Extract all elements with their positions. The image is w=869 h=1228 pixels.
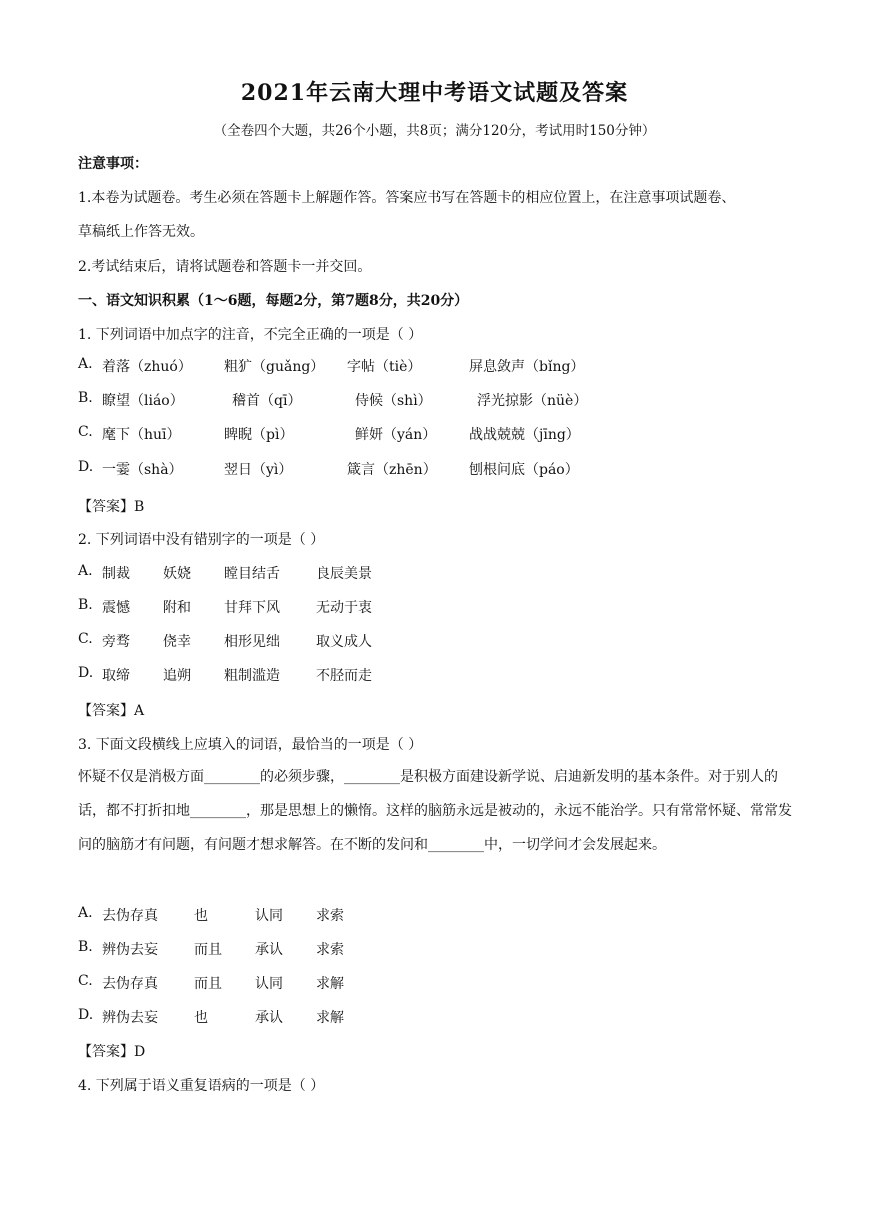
option-item: 稽首（qī） xyxy=(232,393,302,409)
option-item: 侥幸 xyxy=(163,634,191,650)
option-item: 震憾 xyxy=(102,600,130,616)
question-3-passage: 怀疑不仅是消极方面________的必须步骤，________是积极方面建设新学说、启迪新发明的基本条件。对于别人的话，都不打折扣地________，那是思想上的懒惰。这样的脑筋永远是被动的，永远不能治学。只有常常怀疑、常常发问的脑筋才有问题，有问题才想求解答。在不断的发问和________中，一切学问才会发展起来。 xyxy=(78,769,792,853)
option-item: 粗制滥造 xyxy=(224,668,280,684)
option-label: D. xyxy=(78,459,94,475)
option-item: 箴言（zhēn） xyxy=(347,462,437,478)
option-label: C. xyxy=(78,973,93,989)
question-3-answer: 【答案】D xyxy=(78,1044,146,1060)
option-item: 求解 xyxy=(316,1010,344,1026)
option-item: 良辰美景 xyxy=(316,566,372,582)
option-item: 着落（zhuó） xyxy=(102,359,192,375)
option-item: 浮光掠影（nüè） xyxy=(477,393,588,409)
option-item: 也 xyxy=(194,1010,208,1026)
notice-1-line-2: 草稿纸上作答无效。 xyxy=(78,224,204,240)
option-label: B. xyxy=(78,597,93,613)
option-item: 瞭望（liáo） xyxy=(102,393,184,409)
option-item: 粗犷（guǎng） xyxy=(224,359,325,375)
option-item: 取缔 xyxy=(102,668,130,684)
question-4-stem: 4. 下列属于语义重复语病的一项是（ ） xyxy=(78,1078,325,1094)
option-item: 制裁 xyxy=(102,566,130,582)
option-item: 求索 xyxy=(316,908,344,924)
option-item: 取义成人 xyxy=(316,634,372,650)
option-item: 也 xyxy=(194,908,208,924)
option-label: C. xyxy=(78,631,93,647)
question-1-stem: 1. 下列词语中加点字的注音，不完全正确的一项是（ ） xyxy=(78,327,423,343)
exam-info: （全卷四个大题，共26个小题，共8页；满分120分，考试用时150分钟） xyxy=(213,123,656,139)
question-1-answer: 【答案】B xyxy=(78,499,145,515)
notice-2: 2.考试结束后，请将试题卷和答题卡一并交回。 xyxy=(78,259,372,275)
option-item: 鲜妍（yán） xyxy=(355,427,437,443)
option-item: 屏息敛声（bǐng） xyxy=(469,359,585,375)
option-item: 睥睨（pì） xyxy=(224,427,294,443)
option-item: 甘拜下风 xyxy=(224,600,280,616)
option-item: 附和 xyxy=(163,600,191,616)
notice-heading: 注意事项： xyxy=(78,156,148,172)
option-label: A. xyxy=(78,563,93,579)
option-item: 追朔 xyxy=(163,668,191,684)
option-item: 而且 xyxy=(194,942,222,958)
option-item: 求解 xyxy=(316,976,344,992)
option-item: 去伪存真 xyxy=(102,976,158,992)
option-item: 翌日（yì） xyxy=(224,462,293,478)
option-item: 辨伪去妄 xyxy=(102,1010,158,1026)
option-item: 侍候（shì） xyxy=(355,393,432,409)
option-item: 认同 xyxy=(255,976,283,992)
option-item: 承认 xyxy=(255,1010,283,1026)
option-item: 一霎（shà） xyxy=(102,462,183,478)
option-label: C. xyxy=(78,424,93,440)
notice-1-line-1: 1.本卷为试题卷。考生必须在答题卡上解题作答。答案应书写在答题卡的相应位置上，在注意事项试题卷、 xyxy=(78,190,736,206)
option-label: A. xyxy=(78,356,93,372)
option-item: 承认 xyxy=(255,942,283,958)
option-label: B. xyxy=(78,390,93,406)
option-label: D. xyxy=(78,665,94,681)
option-item: 认同 xyxy=(255,908,283,924)
option-item: 无动于衷 xyxy=(316,600,372,616)
option-item: 相形见绌 xyxy=(224,634,280,650)
option-item: 字帖（tiè） xyxy=(347,359,422,375)
option-item: 去伪存真 xyxy=(102,908,158,924)
question-3-stem: 3. 下面文段横线上应填入的词语，最恰当的一项是（ ） xyxy=(78,737,423,753)
option-item: 而且 xyxy=(194,976,222,992)
option-item: 刨根问底（páo） xyxy=(469,462,579,478)
option-item: 求索 xyxy=(316,942,344,958)
option-item: 妖娆 xyxy=(163,566,191,582)
option-label: A. xyxy=(78,905,93,921)
section-heading: 一、语文知识积累（1～6题，每题2分，第7题8分，共20分） xyxy=(78,293,469,309)
option-label: D. xyxy=(78,1007,94,1023)
question-2-stem: 2. 下列词语中没有错别字的一项是（ ） xyxy=(78,532,325,548)
option-item: 战战兢兢（jīng） xyxy=(469,427,580,443)
option-item: 不胫而走 xyxy=(316,668,372,684)
option-label: B. xyxy=(78,939,93,955)
option-item: 麾下（huī） xyxy=(102,427,181,443)
option-item: 旁骛 xyxy=(102,634,130,650)
question-2-answer: 【答案】A xyxy=(78,703,145,719)
option-item: 辨伪去妄 xyxy=(102,942,158,958)
option-item: 瞠目结舌 xyxy=(224,566,280,582)
page-title: 2021年云南大理中考语文试题及答案 xyxy=(240,80,629,106)
